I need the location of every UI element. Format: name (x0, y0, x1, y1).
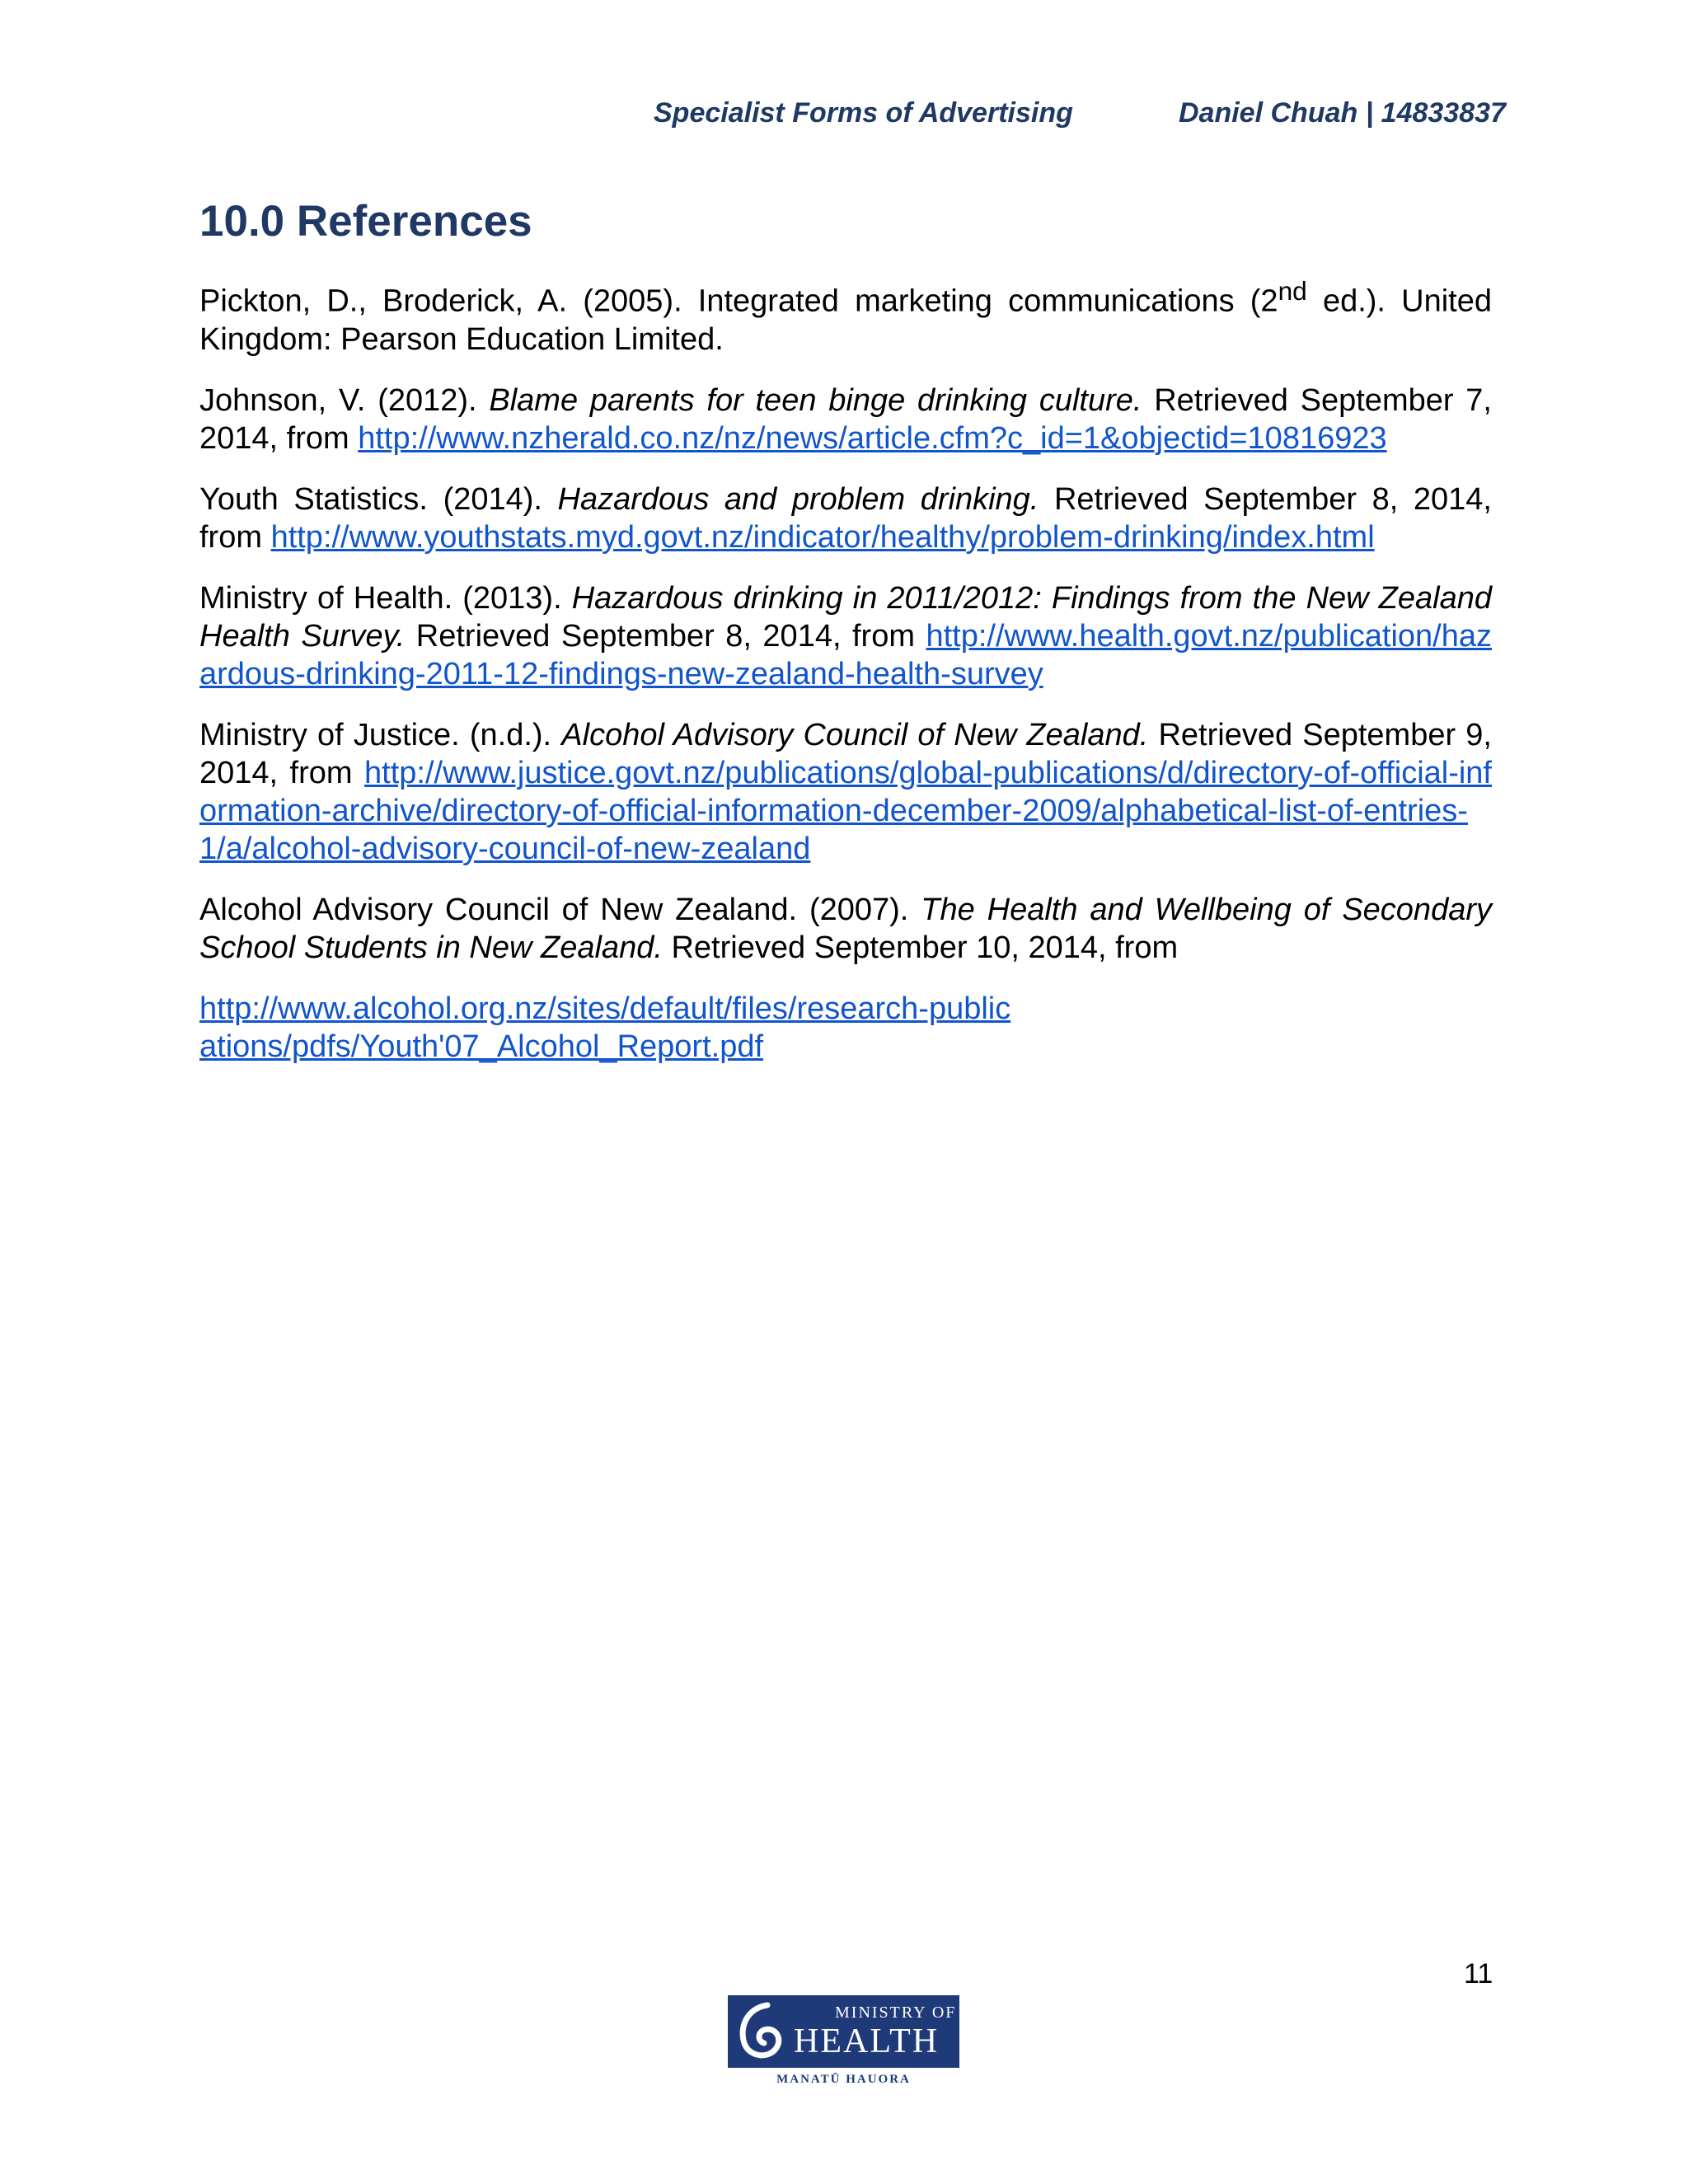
author-id: Daniel Chuah | 14833837 (1179, 97, 1506, 129)
reference-title: Hazardous drinking in 2011/2012: Findings from the New Zealand Health Survey. (199, 580, 1493, 654)
reference-item (199, 891, 1492, 967)
ministry-of-health-logo (728, 1995, 959, 2089)
reference-title: The Health and Wellbeing of Secondary School Students in New Zealand. (199, 892, 1492, 965)
reference-text: Retrieved September 8, 2014, from (199, 481, 1492, 555)
logo-box (728, 1995, 959, 2068)
reference-title: Hazardous and problem drinking. (557, 481, 1039, 517)
reference-text: Youth Statistics. (2014). (199, 481, 558, 517)
reference-text: Ministry of Justice. (n.d.). (199, 717, 562, 752)
reference-link[interactable]: http://www.justice.govt.nz/publications/global-publications/d/directory-of-official-information-archive/directory-of-official-information-december-2009/alphabetical-list-of-entries-1/a/alcohol-advisory-council-of-new-zealand (199, 755, 1492, 866)
logo-top-text: MINISTRY OF (835, 2004, 957, 2022)
reference-text: Johnson, V. (2012). (199, 382, 490, 418)
koru-icon (734, 2000, 787, 2063)
reference-text: Retrieved September 8, 2014, from (405, 618, 926, 654)
superscript: nd (1278, 276, 1307, 306)
reference-text: Retrieved September 9, 2014, from (199, 717, 1492, 790)
reference-text: Retrieved September 10, 2014, from (662, 930, 1179, 965)
reference-item (199, 480, 1492, 556)
reference-link-block (199, 990, 1024, 1066)
reference-title: Alcohol Advisory Council of New Zealand. (561, 717, 1149, 752)
reference-list (199, 272, 1492, 1066)
section-heading: 10.0 References (199, 197, 532, 246)
page-number: 11 (1464, 1958, 1493, 1990)
reference-text: Ministry of Health. (2013). (199, 580, 572, 616)
reference-text: Alcohol Advisory Council of New Zealand. (2007). (199, 892, 921, 927)
reference-title: Blame parents for teen binge drinking culture. (489, 382, 1142, 418)
reference-link[interactable]: http://www.alcohol.org.nz/sites/default/files/research-publications/pdfs/Youth'07_Alcohol_Report.pdf (199, 991, 1011, 1064)
reference-text: ed.). United Kingdom: Pearson Education Limited. (199, 284, 1492, 357)
reference-text: Retrieved September 7, 2014, from (199, 382, 1492, 456)
logo-main-text: HEALTH (794, 2022, 940, 2060)
document-title: Specialist Forms of Advertising (654, 97, 1073, 129)
reference-item (199, 716, 1492, 868)
reference-text: Pickton, D., Broderick, A. (2005). Integrated marketing communications (2 (199, 284, 1278, 319)
reference-item (199, 272, 1492, 359)
logo-sub-text: MANATŪ HAUORA (776, 2073, 911, 2086)
reference-item (199, 382, 1492, 457)
reference-item (199, 579, 1492, 693)
reference-link[interactable]: http://www.nzherald.co.nz/nz/news/article.cfm?c_id=1&objectid=10816923 (358, 420, 1387, 456)
reference-link[interactable]: http://www.health.govt.nz/publication/hazardous-drinking-2011-12-findings-new-zealand-health-survey (199, 618, 1492, 691)
reference-link[interactable]: http://www.youthstats.myd.govt.nz/indicator/healthy/problem-drinking/index.html (270, 519, 1375, 555)
